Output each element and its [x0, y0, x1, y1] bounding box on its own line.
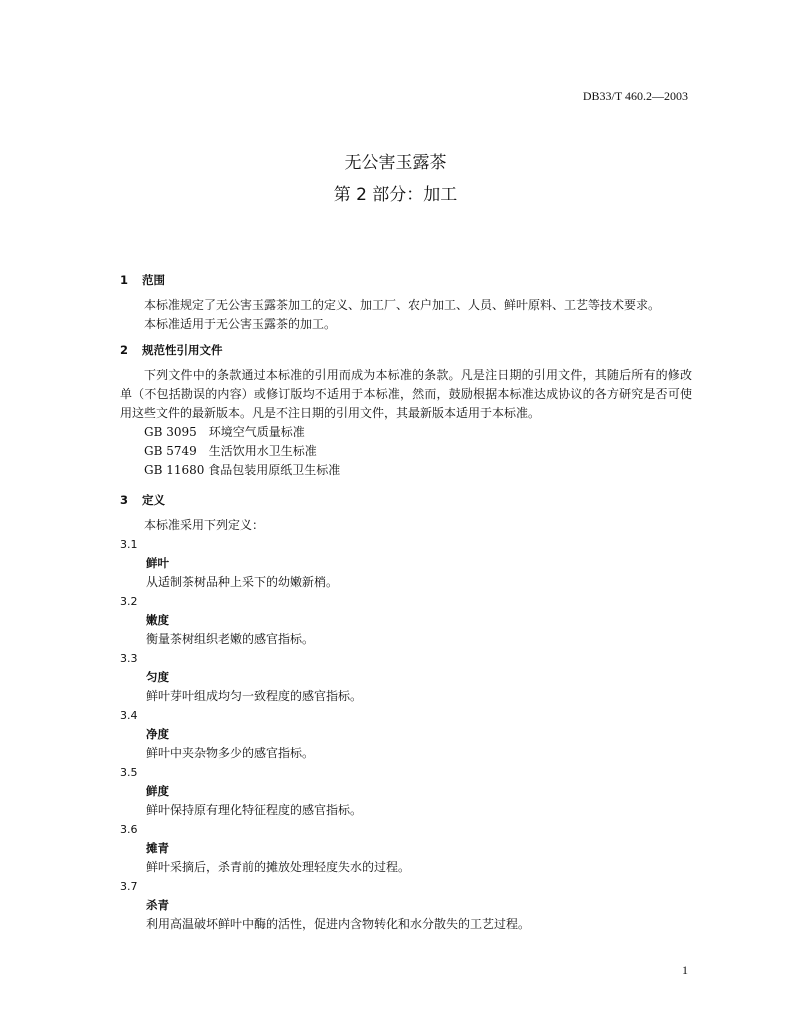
definition-number: 3.3 — [120, 652, 138, 665]
definition-text: 衡量茶树组织老嫩的感官指标。 — [146, 632, 315, 646]
definition-number: 3.1 — [120, 538, 138, 551]
definition-text: 鲜叶保持原有理化特征程度的感官指标。 — [146, 803, 363, 817]
definition-number: 3.6 — [120, 823, 138, 836]
section-number: 1 — [120, 273, 129, 287]
page-number: 1 — [682, 963, 688, 977]
document-title: 无公害玉露茶 — [344, 153, 447, 173]
document-subtitle: 第 2 部分：加工 — [333, 185, 458, 205]
definition-text: 利用高温破坏鲜叶中酶的活性，促进内含物转化和水分散失的工艺过程。 — [146, 917, 531, 931]
reference-item: GB 3095 环境空气质量标准 — [144, 425, 305, 439]
definition-term: 匀度 — [146, 670, 169, 684]
definition-text: 鲜叶采摘后，杀青前的摊放处理轻度失水的过程。 — [146, 860, 411, 874]
definition-text: 鲜叶芽叶组成均匀一致程度的感官指标。 — [146, 689, 363, 703]
section-number: 2 — [120, 343, 129, 357]
section-3-heading — [120, 490, 692, 510]
paragraph: 下列文件中的条款通过本标准的引用而成为本标准的条款。凡是注日期的引用文件，其随后所有的修改单（不包括勘误的内容）或修订版均不适用于本标准，然而，鼓励根据本标准达成协议的各方研究是否可使用这些文件的最新版本。凡是不注日期的引用文件，其最新版本适用于本标准。 — [120, 368, 692, 420]
definition-text: 从适制茶树品种上采下的幼嫩新梢。 — [146, 575, 339, 589]
reference-item: GB 5749 生活饮用水卫生标准 — [144, 444, 317, 458]
definition-number: 3.2 — [120, 595, 138, 608]
definition-term: 摊青 — [146, 841, 169, 855]
section-title: 规范性引用文件 — [142, 343, 223, 357]
definition-number: 3.5 — [120, 766, 138, 779]
definition-number: 3.7 — [120, 880, 138, 893]
definition-number: 3.4 — [120, 709, 138, 722]
paragraph: 本标准采用下列定义： — [144, 518, 265, 532]
paragraph: 本标准适用于无公害玉露茶的加工。 — [144, 317, 337, 331]
definition-term: 净度 — [146, 727, 169, 741]
document-code: DB33/T 460.2—2003 — [582, 89, 688, 103]
section-number: 3 — [120, 493, 129, 507]
section-1-heading — [120, 270, 692, 290]
section-title: 范围 — [142, 273, 165, 287]
definition-term: 嫩度 — [146, 613, 169, 627]
section-title: 定义 — [142, 493, 165, 507]
paragraph: 本标准规定了无公害玉露茶加工的定义、加工厂、农户加工、人员、鲜叶原料、工艺等技术要求。 — [144, 298, 661, 312]
section-2-heading — [120, 340, 692, 360]
definition-term: 鲜叶 — [146, 556, 169, 570]
definition-text: 鲜叶中夹杂物多少的感官指标。 — [146, 746, 315, 760]
definition-term: 杀青 — [146, 898, 169, 912]
document-body — [120, 270, 692, 934]
definition-term: 鲜度 — [146, 784, 169, 798]
reference-item: GB 11680 食品包装用原纸卫生标准 — [144, 463, 341, 477]
